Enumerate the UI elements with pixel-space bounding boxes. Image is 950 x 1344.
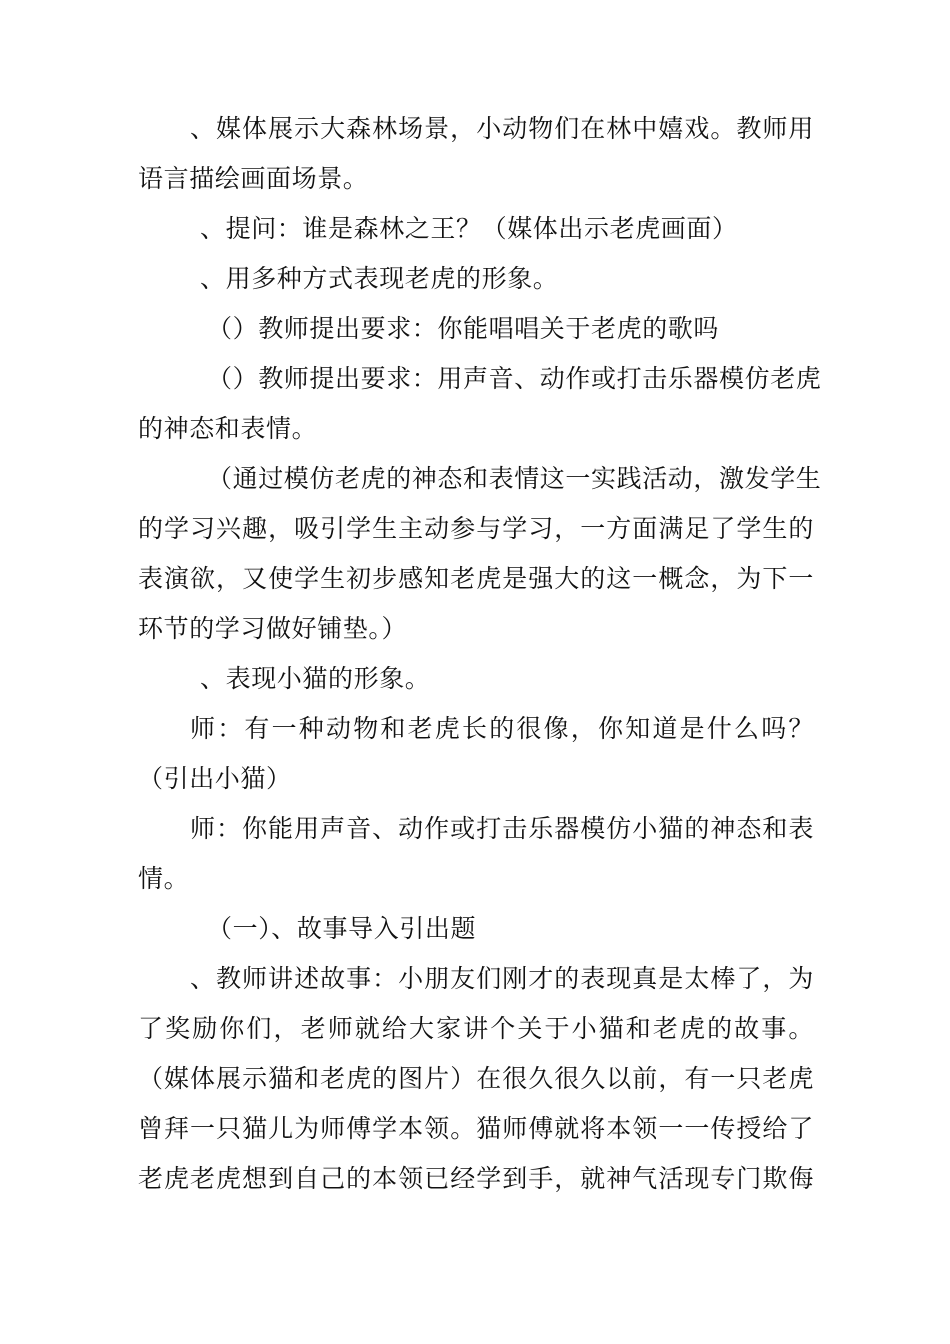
paragraph-6-line-3: 表演欲，又使学生初步感知老虎是强大的这一概念，为下一 [138, 564, 814, 593]
paragraph-9-line-1: 师：你能用声音、动作或打击乐器模仿小猫的神态和表 [190, 814, 814, 843]
paragraph-2-line-1: 、提问：谁是森林之王？（媒体出示老虎画面） [200, 214, 738, 243]
paragraph-5-line-2: 的神态和表情。 [138, 414, 318, 443]
paragraph-1-line-1: 、媒体展示大森林场景，小动物们在林中嬉戏。教师用 [190, 114, 814, 143]
paragraph-10-line-3: （媒体展示猫和老虎的图片）在很久很久以前，有一只老虎 [138, 1064, 814, 1093]
section-heading: （一）、故事导入引出题 [207, 914, 477, 943]
paragraph-7-line-1: 、表现小猫的形象。 [200, 664, 431, 693]
paragraph-1-line-2: 语言描绘画面场景。 [138, 164, 369, 193]
paragraph-5-line-1: （）教师提出要求：用声音、动作或打击乐器模仿老虎 [207, 364, 822, 393]
paragraph-6-line-2: 的学习兴趣，吸引学生主动参与学习，一方面满足了学生的 [138, 514, 814, 543]
paragraph-10-line-1: 、教师讲述故事：小朋友们刚才的表现真是太棒了，为 [190, 964, 814, 993]
paragraph-3-line-1: 、用多种方式表现老虎的形象。 [200, 264, 559, 293]
paragraph-8-line-2: （引出小猫） [138, 764, 292, 793]
paragraph-10-line-2: 了奖励你们，老师就给大家讲个关于小猫和老虎的故事。 [138, 1014, 814, 1043]
paragraph-8-line-1: 师：有一种动物和老虎长的很像，你知道是什么吗？ [190, 714, 814, 743]
paragraph-4-line-1: （）教师提出要求：你能唱唱关于老虎的歌吗 [207, 314, 720, 343]
paragraph-10-line-5: 老虎老虎想到自己的本领已经学到手，就神气活现专门欺侮 [138, 1164, 814, 1193]
paragraph-6-line-4: 环节的学习做好铺垫。） [138, 614, 408, 643]
paragraph-6-line-1: （通过模仿老虎的神态和表情这一实践活动，激发学生 [207, 464, 822, 493]
paragraph-9-line-2: 情。 [138, 864, 190, 893]
paragraph-10-line-4: 曾拜一只猫儿为师傅学本领。猫师傅就将本领一一传授给了 [138, 1114, 814, 1143]
